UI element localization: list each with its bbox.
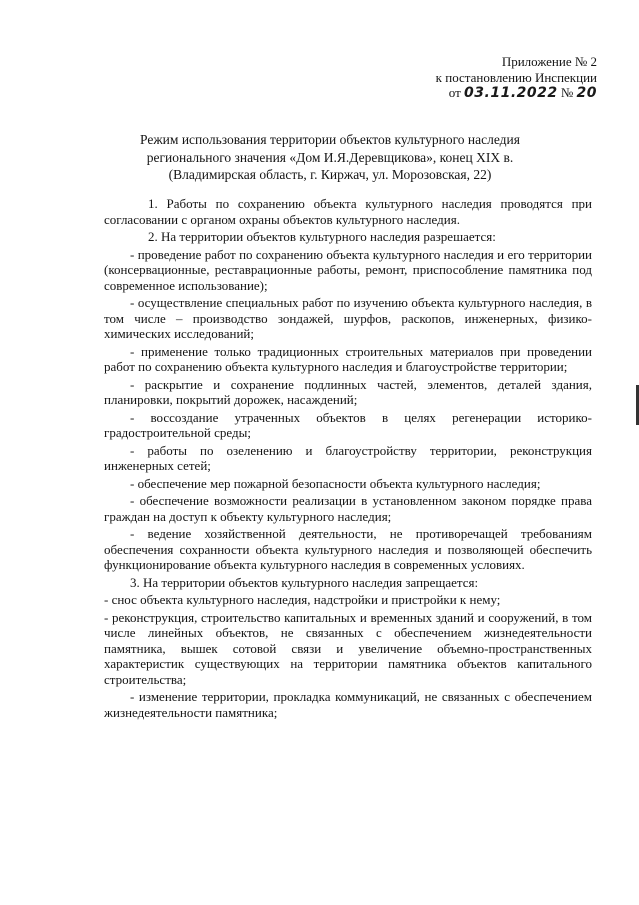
- permitted-item: - обеспечение мер пожарной безопасности объекта культурного наследия;: [130, 475, 541, 491]
- title-line-2: регионального значения «Дом И.Я.Деревщикова», конец XIX в.: [146, 149, 514, 165]
- paragraph-2: 2. На территории объектов культурного наследия разрешается:: [148, 229, 496, 244]
- title-line-1: Режим использования территории объектов культурного наследия: [140, 132, 520, 147]
- document-title: [100, 131, 560, 184]
- prohibited-item: - снос объекта культурного наследия, надстройки и пристройки к нему;: [104, 592, 501, 607]
- number-sign: №: [560, 85, 574, 100]
- appendix-label: Приложение № 2: [501, 54, 597, 69]
- title-line-3: (Владимирская область, г. Киржач, ул. Морозовская, 22): [168, 167, 492, 182]
- date-prefix: от: [448, 85, 461, 100]
- permitted-item: - осуществление специальных работ по изучению объекта культурного наследия, в том числе – производство зондажей, шурфов, раскопов, инженерных, физико-химических исследований;: [104, 295, 592, 341]
- appendix-date-line: [436, 85, 597, 102]
- permitted-item: - применение только традиционных строительных материалов при проведении работ по сохранению объекта культурного наследия и благоустройстве территории;: [104, 343, 592, 374]
- permitted-item: - раскрытие и сохранение подлинных частей, элементов, деталей здания, планировки, покрытий дорожек, насаждений;: [104, 376, 592, 407]
- appendix-header: [436, 54, 597, 102]
- document-body: [104, 196, 592, 722]
- permitted-item: - воссоздание утраченных объектов в целях регенерации историко-градостроительной среды;: [104, 409, 592, 440]
- appendix-decree-ref: к постановлению Инспекции: [435, 69, 597, 85]
- prohibited-item: - изменение территории, прокладка коммуникаций, не связанных с обеспечением жизнедеятельности памятника;: [104, 689, 592, 720]
- prohibited-item: - реконструкция, строительство капитальных и временных зданий и сооружений, в том числе линейных объектов, не связанных с обеспечением жизнедеятельности памятника, вышек сотовой связи и увеличение объемно-пространственных характеристик существующих на территории памятника объектов капитального строительства;: [104, 609, 592, 687]
- paragraph-3: 3. На территории объектов культурного наследия запрещается:: [130, 574, 479, 590]
- permitted-item: - работы по озеленению и благоустройству территории, реконструкция инженерных сетей;: [104, 442, 592, 473]
- paragraph-1: 1. Работы по сохранению объекта культурного наследия проводятся при согласовании с органом охраны объектов культурного наследия.: [104, 196, 592, 227]
- handwritten-number: 20: [576, 85, 597, 101]
- permitted-item: - проведение работ по сохранению объекта культурного наследия и его территории (консервационные, реставрационные работы, ремонт, приспособление памятника под современное использование);: [104, 246, 592, 293]
- handwritten-date: 03.11.2022: [464, 85, 558, 101]
- permitted-item: - ведение хозяйственной деятельности, не противоречащей требованиям обеспечения сохранности объекта культурного наследия и позволяющей обеспечить функционирование объекта культурного наследия в современных условиях.: [104, 526, 592, 572]
- permitted-item: - обеспечение возможности реализации в установленном законом порядке права граждан на доступ к объекту культурного наследия;: [104, 493, 592, 524]
